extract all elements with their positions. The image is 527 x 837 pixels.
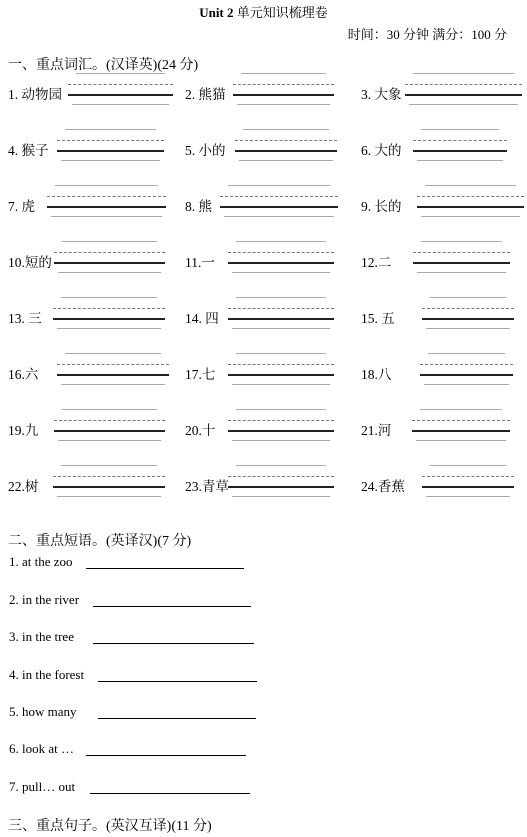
vocab-label: 10.短的 <box>8 255 52 270</box>
title-unit: Unit 2 <box>199 5 234 20</box>
answer-line[interactable] <box>93 606 251 607</box>
answer-line[interactable] <box>86 755 246 756</box>
answer-writing-lines[interactable] <box>220 185 338 219</box>
vocab-label: 15. 五 <box>361 311 395 326</box>
answer-line[interactable] <box>98 718 256 719</box>
vocab-label: 14. 四 <box>185 311 219 326</box>
vocab-label: 6. 大的 <box>361 143 402 158</box>
exam-meta: 时间：30 分钟 满分：100 分 <box>347 27 507 42</box>
answer-writing-lines[interactable] <box>417 185 524 219</box>
vocab-label: 18.八 <box>361 367 392 382</box>
answer-writing-lines[interactable] <box>228 241 334 275</box>
answer-writing-lines[interactable] <box>413 129 507 163</box>
answer-writing-lines[interactable] <box>47 185 166 219</box>
vocab-label: 16.六 <box>8 367 39 382</box>
answer-writing-lines[interactable] <box>228 297 334 331</box>
answer-line[interactable] <box>93 643 254 644</box>
answer-writing-lines[interactable] <box>413 241 510 275</box>
phrase-label: 2. in the river <box>9 592 80 607</box>
answer-writing-lines[interactable] <box>405 73 522 107</box>
phrase-item <box>9 592 527 608</box>
phrase-item <box>9 629 527 645</box>
vocab-label: 21.河 <box>361 423 392 438</box>
vocab-label: 23.青草 <box>185 479 229 494</box>
vocab-label: 12.二 <box>361 255 392 270</box>
vocab-label: 4. 猴子 <box>8 143 49 158</box>
answer-writing-lines[interactable] <box>233 73 334 107</box>
answer-writing-lines[interactable] <box>54 241 165 275</box>
title-text: 单元知识梳理卷 <box>236 5 328 20</box>
answer-writing-lines[interactable] <box>412 409 510 443</box>
vocab-label: 22.树 <box>8 479 39 494</box>
vocab-label: 1. 动物园 <box>8 87 62 102</box>
phrase-label: 5. how many <box>9 704 77 719</box>
answer-writing-lines[interactable] <box>228 409 334 443</box>
vocab-label: 19.九 <box>8 423 39 438</box>
phrase-item <box>9 667 527 683</box>
vocab-label: 8. 熊 <box>185 199 212 214</box>
answer-writing-lines[interactable] <box>54 409 165 443</box>
vocab-label: 24.香蕉 <box>361 479 405 494</box>
vocab-label: 5. 小的 <box>185 143 226 158</box>
answer-writing-lines[interactable] <box>420 353 513 387</box>
vocab-label: 7. 虎 <box>8 199 35 214</box>
answer-writing-lines[interactable] <box>68 73 173 107</box>
section-sentences-heading: 三、重点句子。(英汉互译)(11 分) <box>8 819 212 834</box>
answer-writing-lines[interactable] <box>53 465 165 499</box>
section-phrases-heading: 二、重点短语。(英译汉)(7 分) <box>8 534 192 549</box>
answer-writing-lines[interactable] <box>228 465 334 499</box>
vocab-label: 20.十 <box>185 423 216 438</box>
answer-writing-lines[interactable] <box>422 297 514 331</box>
answer-line[interactable] <box>98 681 257 682</box>
phrase-label: 1. at the zoo <box>9 554 73 569</box>
vocab-label: 2. 熊猫 <box>185 87 226 102</box>
phrase-item <box>9 741 527 757</box>
vocab-label: 3. 大象 <box>361 87 402 102</box>
answer-line[interactable] <box>90 793 250 794</box>
vocab-label: 9. 长的 <box>361 199 402 214</box>
answer-line[interactable] <box>86 568 244 569</box>
vocab-label: 13. 三 <box>8 311 42 326</box>
section-vocab-heading: 一、重点词汇。(汉译英)(24 分) <box>8 58 199 73</box>
phrase-item <box>9 704 527 720</box>
answer-writing-lines[interactable] <box>57 129 164 163</box>
vocab-label: 17.七 <box>185 367 216 382</box>
answer-writing-lines[interactable] <box>235 129 337 163</box>
answer-writing-lines[interactable] <box>57 353 169 387</box>
phrase-item <box>9 779 527 795</box>
vocab-label: 11.一 <box>185 255 215 270</box>
phrase-label: 3. in the tree <box>9 629 74 644</box>
phrase-label: 7. pull… out <box>9 779 76 794</box>
phrase-label: 6. look at … <box>9 741 74 756</box>
page-title <box>0 2 527 21</box>
phrase-label: 4. in the forest <box>9 667 85 682</box>
answer-writing-lines[interactable] <box>53 297 165 331</box>
answer-writing-lines[interactable] <box>422 465 514 499</box>
answer-writing-lines[interactable] <box>228 353 334 387</box>
phrase-item <box>9 554 527 570</box>
